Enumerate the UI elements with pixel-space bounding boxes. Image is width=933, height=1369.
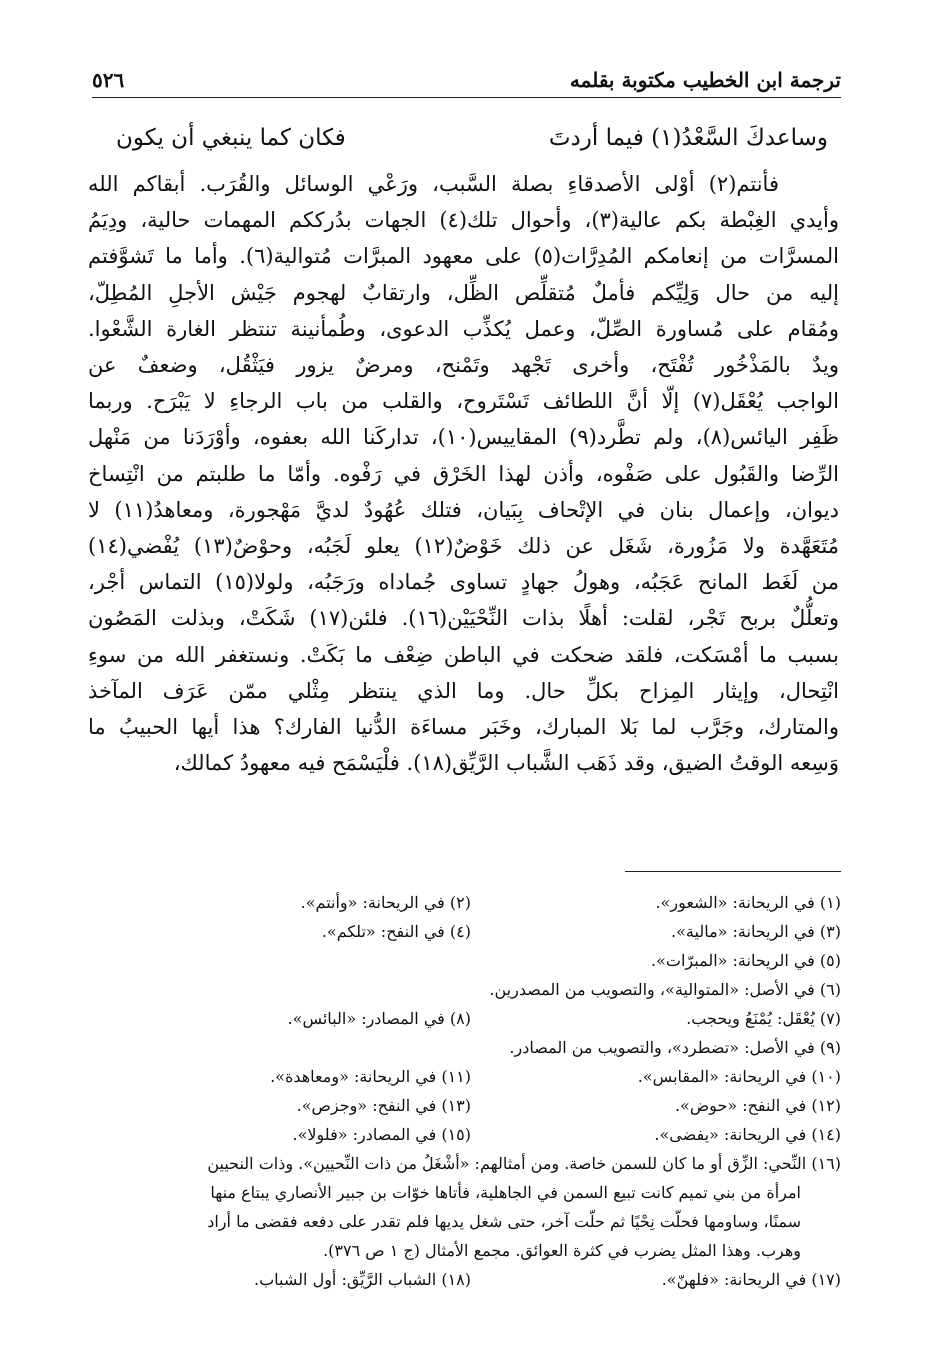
footnote-divider <box>625 871 841 872</box>
footnote-line: وهرب. وهذا المثل يضرب في كثرة العوائق. مجمع الأمثال (ج ١ ص ٣٧٦). <box>323 1241 801 1260</box>
verse-right-hemistich: وساعدكَ السَّعْدُ(١) فيما أردتَ <box>548 125 828 151</box>
running-title: ترجمة ابن الخطيب مكتوبة بقلمه <box>569 68 841 92</box>
footnote: (٢) في الريحانة: «وأنتم». <box>300 893 471 912</box>
footnote: (١٨) الشباب الرَّيِّق: أول الشباب. <box>254 1270 471 1289</box>
footnote: (٣) في الريحانة: «مالية». <box>671 922 841 941</box>
body-line: مُتَعَهَّدة ولا مَزُورة، شَغَل عن ذلك خَوْضٌ(١٢) يعلو لَجَبُه، وحوْضٌ(١٣) يُفْضي(١٤) <box>88 534 839 559</box>
page-header <box>92 62 841 98</box>
body-line: الواجب يُعْقَل(٧) إلّا أنَّ اللطائف تَسْتَروح، والقلب من باب الرجاءِ لا يَبْرَح. وربما <box>88 389 840 414</box>
footnote: (٨) في المصادر: «البائس». <box>287 1009 471 1028</box>
footnote-row <box>92 1062 841 1091</box>
footnote: (١٤) في الريحانة: «يفضى». <box>654 1125 841 1144</box>
footnote-line: (١٦) النِّحي: الزِّق أو ما كان للسمن خاصة. ومن أمثالهم: «أشْغَلُ من ذات النِّحيين». وذات النحيين <box>207 1154 841 1173</box>
footnote-line: امرأة من بني تميم كانت تبيع السمن في الجاهلية، فأتاها خوّات بن جبير الأنصاري يبتاع منها <box>210 1183 801 1202</box>
body-line: ومُقام على مُساورة الصِّلّ، وعمل يُكذِّب الدعوى، وطُمأنينة تنتظر الغارة الشَّعْوا. <box>88 316 839 341</box>
poetry-verse <box>116 118 828 158</box>
body-line: فأنتم(٢) أوْلى الأصدقاءِ بصلة السَّبب، ورَعْي الوسائل والقُرَب. أبقاكم الله <box>88 172 779 196</box>
body-line: ظَفِر اليائس(٨)، ولم تطَّرد(٩) المقاييس(١٠)، تداركَنا الله بعفوه، وأوْرَدَنا من مَنْهل <box>88 425 839 450</box>
body-line: وتعلُّلٌ بربح تَجْر، لقلت: أهلًا بذات النِّحْيَيْن(١٦). فلئن(١٧) شَكَتْ، وبذلت المَصُون <box>88 606 839 631</box>
footnote: (٤) في النفح: «تلكم». <box>321 922 471 941</box>
body-line: الرِّضا والقَبُول على صَفْوه، وأذن لهذا الخَرْق في رَفْوه. وأمّا ما طلبتم من انْتِساخ <box>88 461 839 486</box>
body-line: إليه من حال وَلِيِّكم فأملٌ مُتقلِّص الظِّل، وارتقابٌ لهجوم جَيْش الأجلِ المُطِلّ، <box>88 280 839 305</box>
footnote: (١٢) في النفح: «حوض». <box>674 1096 841 1115</box>
body-line: انْتِحال، وإيثار المِزاح بكلِّ حال. وما الذي ينتظر مِثْلي ممّن عَرَف المآخذ <box>88 678 839 703</box>
footnote-row <box>92 1091 841 1120</box>
footnote-row <box>92 946 841 975</box>
footnote-row <box>92 975 841 1004</box>
body-line: بسبب ما أمْسَكت، فلقد ضحكت في الباطن ضِعْف ما بَكَتْ. ونستغفر الله من سوءِ <box>88 642 839 667</box>
body-line: والمتارك، وجَرَّب لما بَلا المبارك، وخَبَر مساءَة الدُّنيا الفارك؟ هذا أيها الحبيبُ ما <box>88 715 839 740</box>
footnote: (٩) في الأصل: «تضطرد»، والتصويب من المصادر. <box>509 1038 841 1057</box>
body-line: ويدٌ بالمَذْخُور تُفْتَح، وأخرى تَجْهد وتَمْنح، ومرضٌ يزور فيَثْقُل، وضعفٌ عن <box>88 353 839 378</box>
body-text <box>88 166 839 781</box>
body-line: وَسِعه الوقتُ الضيق، وقد ذَهَب الشَّباب الرَّيِّق(١٨). فلْيَسْمَح فيه معهودُ كمالك، <box>173 751 839 776</box>
footnote-row <box>92 1004 841 1033</box>
verse-left-hemistich: فكان كما ينبغي أن يكون <box>116 125 346 151</box>
footnote: (١٥) في المصادر: «فلولا». <box>292 1125 471 1144</box>
footnote-row <box>92 1033 841 1062</box>
footnote: (١٧) في الريحانة: «فلهنّ». <box>661 1270 841 1289</box>
footnote: (١) في الريحانة: «الشعور». <box>655 893 841 912</box>
footnote: (٧) يُعْقَل: يُمْنَعُ ويحجب. <box>686 1009 841 1028</box>
footnote: (١٠) في الريحانة: «المقابس». <box>637 1067 841 1086</box>
footnote: (١١) في الريحانة: «ومعاهدة». <box>270 1067 471 1086</box>
body-line: وأيدي الغِبْطة بكم عالية(٣)، وأحوال تلك(٤) الجهات بدُرككم المهمات حالية، ودِيَمُ <box>88 208 839 233</box>
body-line: من لَغَط المانح عَجَبُه، وهولُ جهادٍ تساوى جُماداه ورَجَبُه، ولولا(١٥) التماس أجْر، <box>88 570 839 595</box>
footnotes <box>92 888 841 1294</box>
footnote-line: سمنًا، وساومها فحلّت نِحْيًا ثم حلّت آخر، حتى شغل يديها فلم تقدر على دفعه فقضى ما أراد <box>207 1212 801 1231</box>
page-number: ٥٢٦ <box>92 68 125 92</box>
footnote-row <box>92 917 841 946</box>
footnote-row <box>92 888 841 917</box>
footnote <box>92 975 471 1004</box>
footnote: (٥) في الريحانة: «المبرّات». <box>651 951 841 970</box>
footnote-row <box>92 1120 841 1149</box>
footnote-16 <box>92 1149 841 1265</box>
body-line: ديوان، وإعمال بنان في الإتْحاف بِبَيان، فتلك عُهُودٌ لديَّ مَهْجورة، ومعاهدُ(١١) لا <box>88 497 839 522</box>
body-line: المسرَّات من إنعامكم المُدِرَّات(٥) على معهود المبرَّات مُتوالية(٦). وأما ما تَشوَّفتم <box>88 244 839 269</box>
footnote <box>92 946 471 975</box>
footnote-row <box>92 1265 841 1294</box>
footnote: (١٣) في النفح: «وجزص». <box>296 1096 471 1115</box>
footnote: (٦) في الأصل: «المتوالية»، والتصويب من المصدرين. <box>489 980 841 999</box>
footnote <box>92 1033 471 1062</box>
